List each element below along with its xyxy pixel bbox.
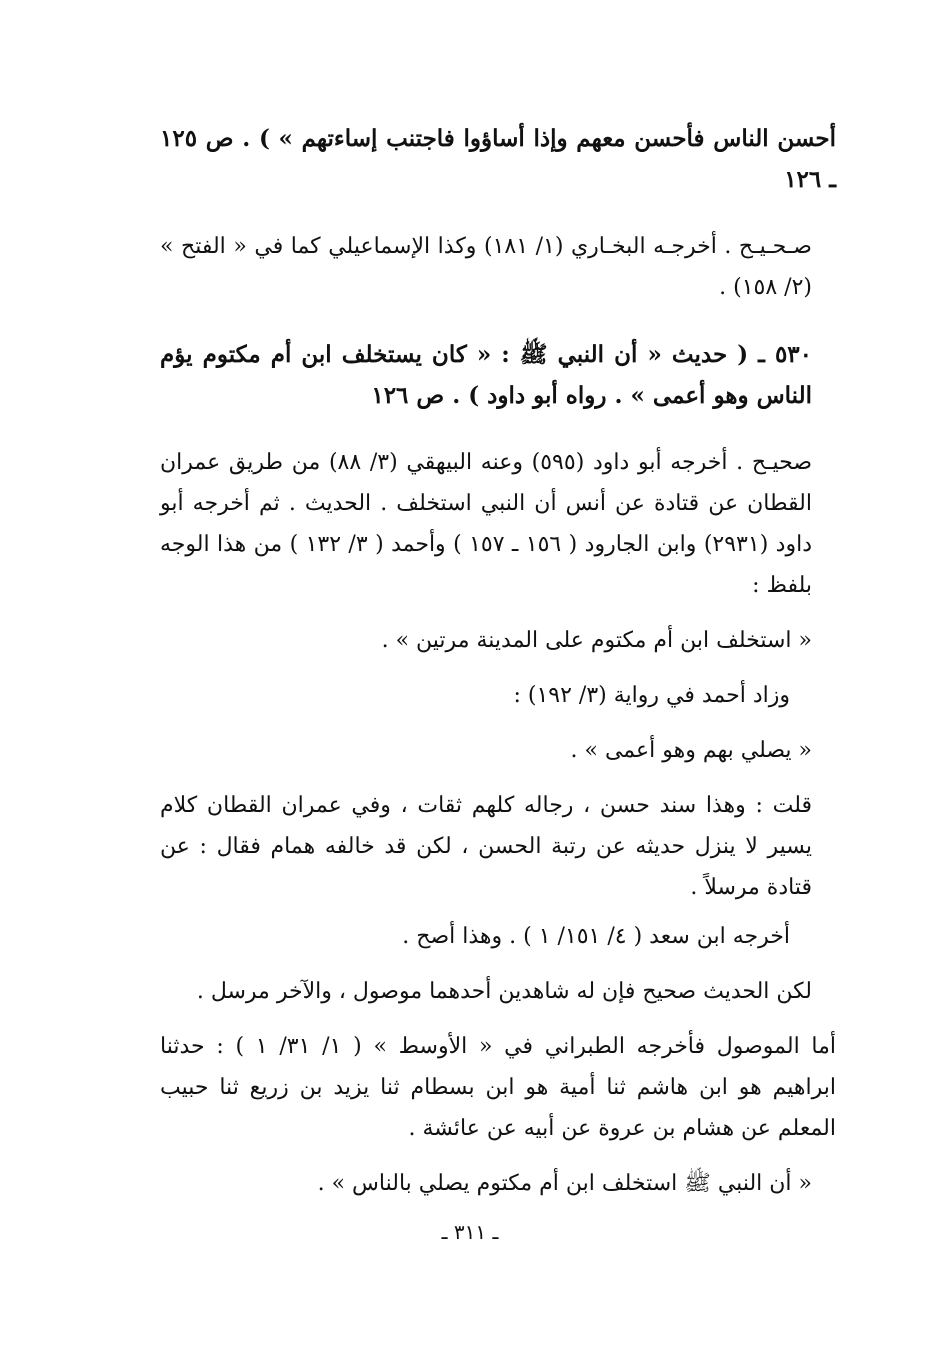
paragraph-12: « أن النبي ﷺ استخلف ابن أم مكتوم يصلي بالناس » . — [317, 1171, 812, 1196]
page-body — [160, 118, 836, 1204]
paragraph-4: صحيـح . أخرجه أبو داود (٥٩٥) وعنه البيهقي (٣/ ٨٨) من طريق عمران القطان عن قتادة عن أنس أن النبي استخلف . الحديث . ثم أخرجه أبو داود (٢٩٣١) وابن الجارود ( ١٥٦ ـ ١٥٧ ) وأحمد ( ٣/ ١٣٢ ) من هذا الوجه بلفظ : — [160, 450, 813, 598]
paragraph-9: أخرجه ابن سعد ( ٤/ ١٥١/ ١ ) . وهذا أصح . — [402, 924, 790, 949]
paragraph-5: « استخلف ابن أم مكتوم على المدينة مرتين » . — [381, 628, 812, 653]
paragraph-3: ٥٣٠ ـ ( حديث « أن النبي ﷺ : « كان يستخلف ابن أم مكتوم يؤم الناس وهو أعمى » . رواه أبو داود ) . ص ١٢٦ — [160, 341, 812, 409]
paragraph-7: « يصلي بهم وهو أعمى » . — [570, 738, 812, 763]
paragraph-8: قلت : وهذا سند حسن ، رجاله كلهم ثقات ، وفي عمران القطان كلام يسير لا ينزل حديثه عن رتبة الحسن ، لكن قد خالفه همام فقال : عن قتادة مرسلاً . — [160, 793, 812, 900]
page-number: ـ ٣١١ ـ — [441, 1220, 499, 1244]
paragraph-6: وزاد أحمد في رواية (٣/ ١٩٢) : — [513, 683, 790, 708]
paragraph-11: أما الموصول فأخرجه الطبراني في « الأوسط » ( ١/ ٣١/ ١ ) : حدثنا ابراهيم هو ابن هاشم ثنا أمية هو ابن بسطام ثنا يزيد بن زريع ثنا حبيب المعلم عن هشام بن عروة عن أبيه عن عائشة . — [160, 1034, 837, 1141]
paragraph-2: صـحـيـح . أخرجـه البخـاري (١/ ١٨١) وكذا الإسماعيلي كما في « الفتح » (٢/ ١٥٨) . — [160, 234, 812, 300]
paragraph-1: أحسن الناس فأحسن معهم وإذا أساؤوا فاجتنب إساءتهم » ) . ص ١٢٥ ـ ١٢٦ — [160, 125, 836, 193]
paragraph-10: لكن الحديث صحيح فإن له شاهدين أحدهما موصول ، والآخر مرسل . — [196, 979, 812, 1004]
